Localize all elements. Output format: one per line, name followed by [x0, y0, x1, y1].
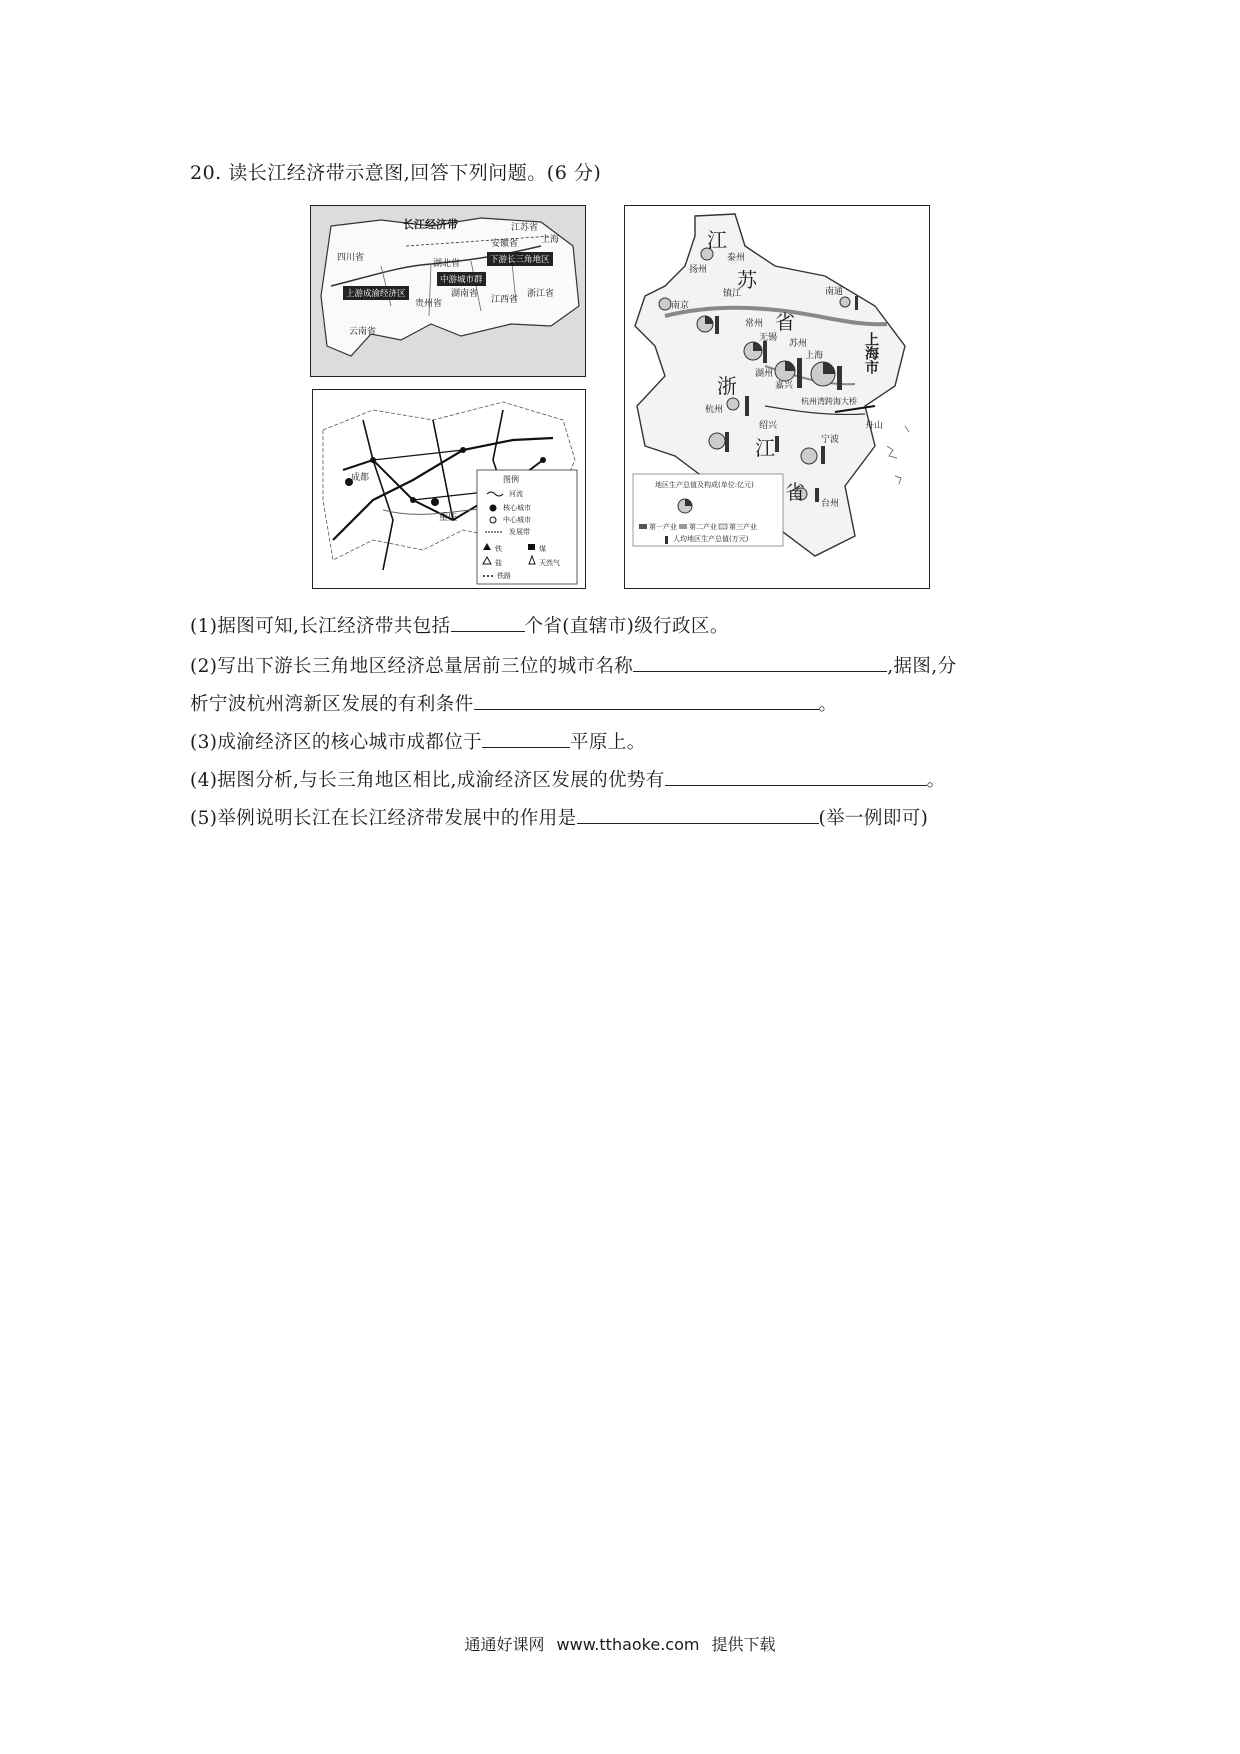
legend-item: 盐 [495, 559, 502, 567]
province-char: 江 [755, 436, 775, 460]
legend-item: 煤 [539, 545, 546, 553]
province-label: 上海 [541, 235, 560, 245]
city-label: 绍兴 [759, 421, 778, 431]
legend-item: 河流 [509, 490, 523, 498]
figure [310, 205, 930, 590]
region-tag-downstream: 下游长三角地区 [487, 252, 553, 266]
city-label: 舟山 [865, 421, 884, 431]
question-4-suffix: 。 [926, 770, 946, 791]
footer-site: 通通好课网 [464, 1635, 545, 1654]
shanghai-label: 上海市 [863, 332, 879, 374]
footer-url[interactable]: www.tthaoke.com [556, 1635, 700, 1654]
city-label: 泰州 [727, 253, 746, 263]
city-label: 宁波 [821, 435, 840, 445]
city-label: 南京 [671, 301, 690, 311]
question-2-prefix: (2)写出下游长三角地区经济总量居前三位的城市名称 [190, 656, 634, 677]
overview-map [310, 205, 586, 377]
province-label: 浙江省 [527, 289, 555, 299]
city-label: 杭州 [705, 405, 724, 415]
question-2-suffix: ,据图,分 [887, 656, 957, 677]
question-1 [190, 612, 729, 638]
answer-blank-3[interactable] [482, 729, 570, 748]
answer-blank-2b[interactable] [474, 691, 819, 710]
city-label-chongqing: 重庆 [439, 513, 458, 523]
province-char: 省 [785, 480, 805, 504]
delta-legend-item: 第二产业 [689, 523, 717, 531]
city-label: 扬州 [689, 265, 708, 275]
legend-item: 发展带 [509, 528, 530, 536]
question-1-suffix: 个省(直辖市)级行政区。 [524, 616, 729, 637]
province-char: 浙 [717, 374, 737, 398]
province-label: 江苏省 [511, 223, 539, 233]
answer-blank-1[interactable] [451, 613, 525, 632]
province-char: 江 [707, 228, 727, 252]
question-4-prefix: (4)据图分析,与长三角地区相比,成渝经济区发展的优势有 [190, 770, 665, 791]
question-5-suffix: (举一例即可) [818, 808, 929, 829]
question-3-prefix: (3)成渝经济区的核心城市成都位于 [190, 732, 483, 753]
answer-blank-2a[interactable] [633, 653, 887, 672]
province-label: 湖南省 [451, 289, 479, 299]
footer-action: 提供下载 [711, 1635, 776, 1654]
question-2b-suffix: 。 [818, 694, 838, 715]
legend-item: 铁 [495, 545, 502, 553]
legend-item: 天然气 [539, 559, 560, 567]
city-label: 嘉兴 [775, 381, 794, 391]
chengyu-map [312, 389, 586, 589]
province-char: 省 [775, 310, 795, 334]
legend-item: 核心城市 [503, 504, 531, 512]
city-label: 无锡 [759, 333, 778, 343]
question-5 [190, 804, 928, 830]
footer [0, 1632, 1240, 1655]
city-label: 苏州 [789, 339, 808, 349]
question-1-prefix: (1)据图可知,长江经济带共包括 [190, 616, 451, 637]
city-label: 南通 [825, 287, 844, 297]
question-5-prefix: (5)举例说明长江在长江经济带发展中的作用是 [190, 808, 577, 829]
province-char: 苏 [737, 268, 757, 292]
legend-item: 中心城市 [503, 516, 531, 524]
region-tag-midstream: 中游城市群 [437, 272, 486, 286]
province-label: 安徽省 [491, 239, 519, 249]
question-3-suffix: 平原上。 [570, 732, 646, 753]
city-label: 镇江 [723, 289, 742, 299]
city-label: 湖州 [755, 369, 774, 379]
delta-legend-title: 地区生产总值及构成(单位:亿元) [655, 481, 754, 489]
province-label: 云南省 [349, 327, 377, 337]
overview-map-title: 长江经济带 [403, 218, 458, 231]
question-4 [190, 766, 946, 792]
question-title: 20. 读长江经济带示意图,回答下列问题。(6 分) [190, 162, 602, 184]
province-label: 四川省 [337, 253, 365, 263]
question-3 [190, 728, 646, 754]
bridge-label: 杭州湾跨海大桥 [801, 397, 857, 406]
question-2b-prefix: 析宁波杭州湾新区发展的有利条件 [190, 694, 474, 715]
province-label: 江西省 [491, 295, 519, 305]
province-label: 湖北省 [433, 259, 461, 269]
delta-map [624, 205, 930, 589]
answer-blank-4[interactable] [665, 767, 927, 786]
legend-title: 图例 [503, 475, 519, 484]
city-label: 常州 [745, 319, 764, 329]
delta-legend-item: 第一产业 [649, 523, 677, 531]
question-2-continued [190, 690, 837, 716]
city-label: 上海 [805, 351, 824, 361]
legend-item: 铁路 [497, 572, 511, 580]
region-tag-upstream: 上游成渝经济区 [343, 286, 409, 300]
city-label-chengdu: 成都 [351, 473, 370, 483]
delta-legend-note: 人均地区生产总值(万元) [673, 535, 749, 543]
answer-blank-5[interactable] [577, 805, 819, 824]
question-2 [190, 652, 956, 678]
city-label: 台州 [821, 499, 840, 509]
province-label: 贵州省 [415, 299, 443, 309]
delta-legend-item: 第三产业 [729, 523, 757, 531]
